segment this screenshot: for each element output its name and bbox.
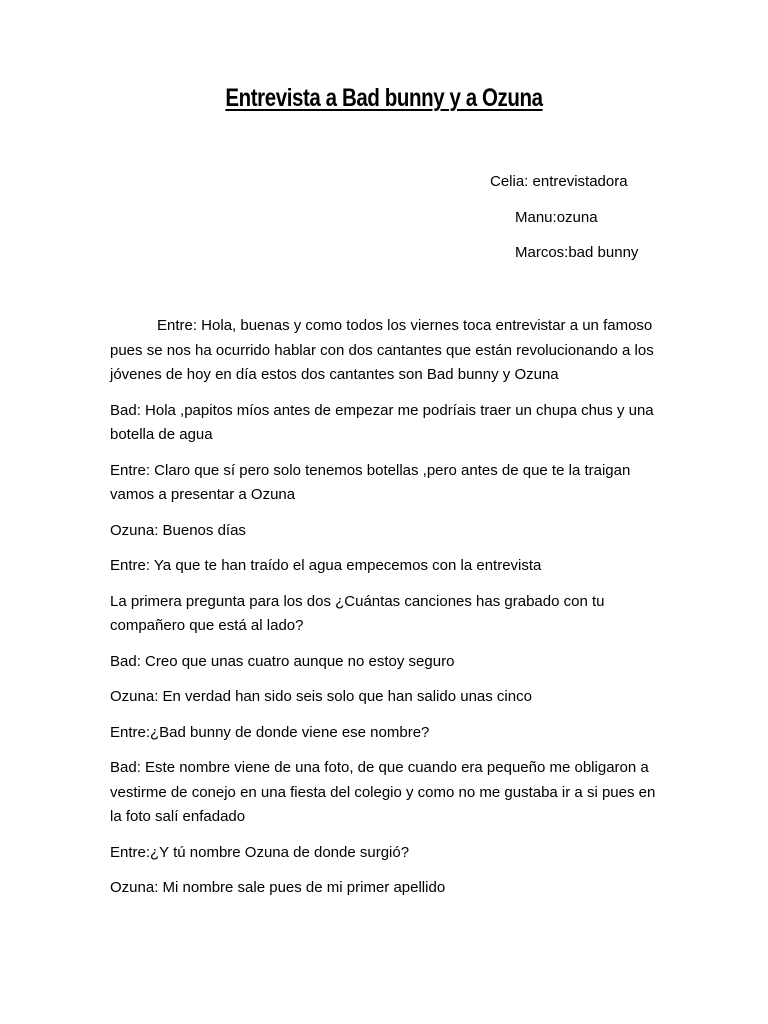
cast-entry-interviewer: Celia: entrevistadora — [490, 173, 628, 190]
paragraph-dialogue: Bad: Este nombre viene de una foto, de que cuando era pequeño me obligaron a vestirme de conejo en una fiesta del colegio y como no me gustaba ir a si pues en la foto salí enfadado — [110, 759, 656, 825]
paragraph-dialogue: Ozuna: Buenos días — [110, 521, 246, 539]
paragraph-dialogue: La primera pregunta para los dos ¿Cuántas canciones has grabado con tu compañero que está al lado? — [110, 592, 605, 634]
paragraph-dialogue: Ozuna: Mi nombre sale pues de mi primer apellido — [110, 879, 446, 896]
paragraph-dialogue: Entre:¿Bad bunny de donde viene ese nombre? — [110, 723, 430, 741]
interview-body — [110, 314, 670, 912]
cast-entry-ozuna: Manu:ozuna — [515, 209, 598, 226]
document-title: Entrevista a Bad bunny y a Ozuna — [225, 84, 543, 112]
paragraph-dialogue: Ozuna: En verdad han sido seis solo que han salido unas cinco — [110, 688, 532, 705]
paragraph-dialogue: Entre: Ya que te han traído el agua empecemos con la entrevista — [110, 557, 542, 574]
cast-entry-bad-bunny: Marcos:bad bunny — [515, 244, 639, 261]
paragraph-dialogue: Entre:¿Y tú nombre Ozuna de donde surgió? — [110, 843, 410, 861]
paragraph-dialogue: Entre: Claro que sí pero solo tenemos botellas ,pero antes de que te la traigan vamos a presentar a Ozuna — [110, 461, 631, 503]
paragraph-dialogue: Bad: Creo que unas cuatro aunque no estoy seguro — [110, 652, 455, 670]
paragraph-intro: Entre: Hola, buenas y como todos los viernes toca entrevistar a un famoso pues se nos ha ocurrido hablar con dos cantantes que están revolucionando a los jóvenes de hoy en día estos dos cantantes son Bad bunny y Ozuna — [110, 317, 654, 383]
paragraph-dialogue: Bad: Hola ,papitos míos antes de empezar me podríais traer un chupa chus y una botella de agua — [110, 401, 654, 443]
